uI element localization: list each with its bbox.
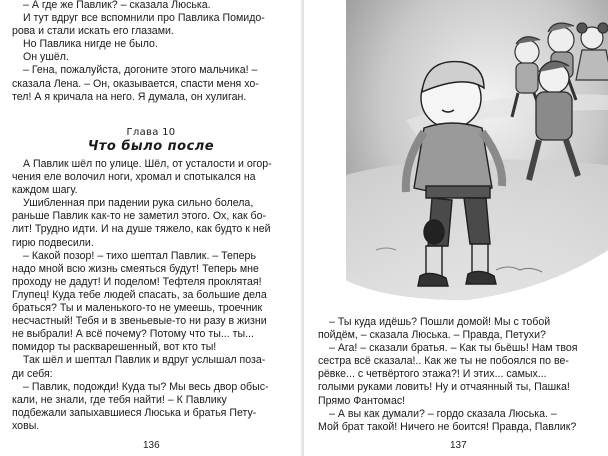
text-line: – А вы как думали? – гордо сказала Люська. – — [329, 407, 557, 420]
text-line: Мой брат такой! Ничего не боится! Правда, Павлик? — [318, 420, 577, 433]
chapter-number: Глава 10 — [126, 127, 176, 138]
text-line: – Какой позор! – тихо шептал Павлик. – Теперь — [23, 249, 256, 262]
text-line: голыми руками ловить! Ну и отчаянный ты, Пашка! — [318, 381, 570, 394]
text-line: раньше Павлик как-то не заметил этого. Ох, как бо- — [12, 210, 267, 223]
text-line: лит! Трудно идти. И на душе тяжело, как будто к ней — [12, 223, 271, 236]
text-line: ховы. — [12, 419, 40, 432]
text-line: рёвке... с четвёртого этажа?! И этих... самых... — [318, 368, 547, 381]
text-line: кали, не знали, где тебя найти! – К Павлику — [12, 393, 227, 406]
text-line: Он ушёл. — [23, 51, 69, 64]
text-line: – Гена, пожалуйста, догоните этого мальчика! – — [23, 64, 258, 77]
text-line: чения еле волочил ноги, хромал и спотыкался на — [12, 171, 256, 184]
text-line: сестра всё сказала!.. Как же ты не побоялся по ве- — [318, 355, 569, 368]
right-page — [304, 0, 608, 456]
text-line: сказала Лена. – Он, оказывается, спасти меня хо- — [12, 77, 259, 90]
text-line: Прямо Фантомас! — [318, 394, 406, 407]
left-page — [0, 0, 302, 456]
text-line: браться? Ты и маленького-то не умеешь, троечник — [12, 302, 263, 315]
text-line: Так шёл и шептал Павлик и вдруг услышал поза- — [23, 354, 266, 367]
text-line: ди себя: — [12, 367, 53, 380]
text-line: рова и стали искать его глазами. — [12, 25, 174, 38]
text-line: А Павлик шёл по улице. Шёл, от усталости и огор- — [23, 158, 272, 170]
text-line: проходу не дадут! И поделом! Тефтеля проклятая! — [12, 275, 262, 288]
text-line: пойдём, – сказала Люська. – Правда, Петухи? — [318, 329, 546, 342]
text-line: не выбрали! А всё почему? Потому что ты... ты... — [12, 328, 254, 341]
text-line: каждом шагу. — [12, 184, 78, 197]
page-number-right: 137 — [450, 440, 467, 451]
text-line: помидор ты раскварешенный, вот кто ты! — [12, 341, 217, 354]
text-line: подбежали запыхавшиеся Люська и братья Пету- — [12, 406, 257, 419]
text-line: – А где же Павлик? – сказала Люська. — [23, 0, 211, 11]
text-line: тел! А я кричала на него. Я думала, он хулиган. — [12, 90, 247, 103]
text-line: надо мной всю жизнь смеяться будут! Теперь мне — [12, 262, 259, 275]
top-text-block — [12, 0, 290, 104]
page-number-left: 136 — [143, 440, 160, 451]
chapter-title: Что было после — [87, 139, 215, 154]
text-line: Ушибленная при падении рука сильно болела, — [23, 197, 254, 210]
text-line: – Ты куда идёшь? Пошли домой! Мы с тобой — [329, 316, 551, 328]
text-line: И тут вдруг все вспомнили про Павлика Помидо- — [23, 12, 265, 25]
illustration-boy-walking-icon — [346, 0, 608, 308]
text-line: несчастный! Тебя и в звеньевые-то ни разу в жизни — [12, 315, 267, 328]
body-text-block — [12, 158, 290, 433]
text-line: гирю подвесили. — [12, 236, 94, 249]
text-line: Но Павлика нигде не было. — [23, 38, 158, 51]
body-text-block — [318, 316, 596, 434]
text-line: – Павлик, подожди! Куда ты? Мы весь двор обыс- — [23, 380, 269, 393]
text-line: – Ага! – сказали братья. – Как ты бьёшь! Нам твоя — [329, 342, 578, 355]
text-line: Глупец! Куда тебе людей спасать, за большие дела — [12, 288, 267, 301]
